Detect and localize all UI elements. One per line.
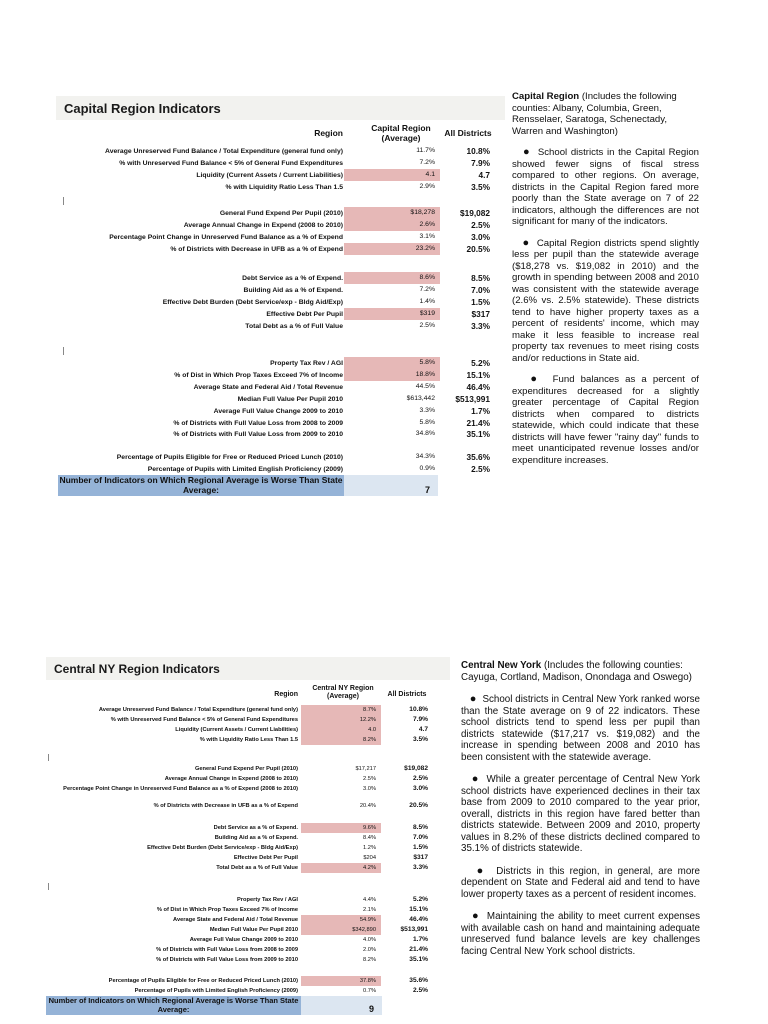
indicator-label: Percentage Point Change in Unreserved Fund Balance as a % of Expend [109,233,343,241]
indicator-label: Debt Service as a % of Expend. [242,275,343,282]
central-ny-heading-bold: Central New York [461,660,542,671]
indicator-label: % with Liquidity Ratio Less Than 1.5 [225,183,343,191]
all-districts-value: 7.9% [412,715,428,723]
all-districts-value: 1.7% [471,405,490,416]
regional-value: 23.2% [344,243,440,255]
indicator-label: Average Annual Change in Expend (2008 to 2010) [183,221,343,229]
regional-value: 2.0% [363,946,376,953]
regional-value: 5.8% [344,357,440,369]
group-marker [48,754,49,761]
regional-value: 1.2% [363,844,376,851]
all-districts-value: 5.2% [412,896,428,903]
all-districts-value: 15.1% [409,905,428,913]
regional-value: 54.9% [301,915,381,925]
regional-value: 11.7% [416,147,435,154]
indicator-label: Percentage of Pupils with Limited English Proficiency (2009) [147,465,343,473]
indicator-label: % with Liquidity Ratio Less Than 1.5 [199,736,298,743]
all-districts-value: 7.0% [412,833,428,841]
regional-value: 7.2% [419,158,435,166]
all-districts-value: 5.2% [471,358,490,368]
all-districts-value: 7.0% [471,284,490,295]
regional-value: 2.5% [419,321,435,329]
regional-value: 4.4% [363,897,376,903]
all-districts-value: 3.5% [412,735,428,743]
all-districts-value: 1.5% [412,843,428,851]
regional-value: $17,217 [355,766,376,772]
regional-value: $342,890 [301,925,381,935]
indicator-label: Liquidity (Current Assets / Current Liabilities) [196,171,343,179]
indicator-label: % with Unreserved Fund Balance < 5% of General Fund Expenditures [110,716,298,723]
regional-value: $613,442 [406,394,435,402]
central-ny-count-label: Number of Indicators on Which Regional Average is Worse Than State Average: [46,996,301,1015]
indicator-label: Percentage of Pupils with Limited English Proficiency (2009) [134,987,298,994]
indicator-label: Effective Debt Burden (Debt Service/exp - Bldg Aid/Exp) [162,298,343,306]
all-districts-value: 35.6% [409,977,428,984]
all-districts-value: 4.7 [478,169,490,180]
central-ny-region-title: Central NY Region Indicators [46,657,450,680]
indicator-label: Total Debt as a % of Full Value [216,864,298,871]
regional-value: 5.8% [419,418,435,426]
all-districts-value: 20.5% [466,243,490,254]
central-ny-narrative [461,660,700,957]
all-districts-value: 3.0% [471,231,490,242]
central-ny-bullet: ● While a greater percentage of Central New York school districts have experienced declines in their tax base from 2009 to 2010 compared to the year prior, overall, districts in this region have fared better than districts statewide. Between 2009 and 2010, property values in 8.2% of these districts declined compared to 35.1% of districts statewide. [461,773,700,854]
regional-value: 1.4% [419,297,435,305]
indicator-label: % with Unreserved Fund Balance < 5% of General Fund Expenditures [119,159,343,167]
all-districts-value: $513,991 [400,925,428,933]
regional-value: 8.7% [301,705,381,715]
group-marker [48,883,49,890]
regional-value: 4.1 [344,169,440,181]
central-ny-header-regional: Central NY Region (Average) [312,685,374,701]
indicator-label: Building Aid as a % of Expend. [243,286,343,294]
regional-value: 8.6% [344,272,440,284]
indicator-label: Average State and Federal Aid / Total Revenue [193,383,343,391]
all-districts-value: 3.3% [412,863,428,871]
regional-value: 37.8% [301,976,381,986]
central-ny-bullet: ● School districts in Central New York ranked worse than the State average on 9 of 22 indicators. These school districts tend to spend less per pupil than districts statewide ($17,217 vs. $19,082) and the increase in spending between 2008 and 2010 has been consistent with the statewide average. [461,693,700,763]
central-ny-bullet-text: School districts in Central New York ranked worse than the State average on 9 of 22 indicators. These school districts tend to spend less per pupil than districts statewide ($17,217 vs. $19,082) and the increase in spending between 2008 and 2010 has been consistent with the statewide average. [461,694,700,763]
indicator-label: Percentage of Pupils Eligible for Free or Reduced Priced Lunch (2010) [108,978,298,984]
all-districts-value: 46.4% [409,915,428,923]
central-ny-count-value: 9 [301,996,382,1015]
regional-value: 18.8% [344,369,440,381]
capital-region-narrative [512,91,699,466]
all-districts-value: 8.5% [412,824,428,831]
all-districts-value: 3.5% [471,181,490,192]
indicator-label: % of Districts with Full Value Loss from 2008 to 2009 [156,946,298,953]
all-districts-value: $513,991 [455,393,490,404]
regional-value: 20.4% [359,803,376,810]
indicator-label: Percentage Point Change in Unreserved Fund Balance as a % of Expend (2008 to 2010) [63,785,298,792]
central-ny-header-all-districts: All Districts [387,691,427,698]
all-districts-value: 20.5% [409,802,428,810]
indicator-label: Median Full Value Per Pupil 2010 [237,395,343,403]
indicator-label: % of Dist in Which Prop Taxes Exceed 7% of Income [174,371,343,379]
regional-value: 8.4% [363,834,376,841]
all-districts-value: 35.1% [409,955,428,963]
capital-region-bullet-text: School districts in the Capital Region showed fewer signs of fiscal stress compared to other regions. On average, districts in the Capital Region fared more poorly than the State average on 7 of 22 indicators, although the differences are not significant for many of the indicators. [512,147,699,227]
regional-value: 3.3% [419,406,435,414]
central-ny-heading-counties: (Includes the following counties: Cayuga, Cortland, Madison, Onondaga and Oswego) [461,660,692,683]
all-districts-value: 3.0% [412,784,428,792]
regional-value: 8.2% [363,956,376,963]
all-districts-value: 21.4% [466,417,490,428]
indicator-label: Average Annual Change in Expend (2008 to 2010) [164,775,298,782]
indicator-label: Effective Debt Per Pupil [266,310,343,318]
indicator-label: Property Tax Rev / AGI [270,360,343,367]
all-districts-value: 2.5% [471,219,490,230]
central-ny-narrative-heading [461,660,700,683]
indicator-label: Debt Service as a % of Expend. [213,825,298,831]
indicator-label: Percentage of Pupils Eligible for Free or Reduced Priced Lunch (2010) [116,454,343,461]
indicator-label: Total Debt as a % of Full Value [245,322,343,330]
all-districts-value: 10.8% [409,706,428,713]
all-districts-value: 21.4% [409,945,428,953]
indicator-label: General Fund Expend Per Pupil (2010) [219,210,343,217]
capital-region-bullet-text: Capital Region districts spend slightly less per pupil than the statewide average ($18,278 vs. $19,082 in 2010) and the growth in spending between 2008 and 2010 was consistent with the statewide average (2.6% vs. 2.5% statewide). These districts tend to have higher property taxes as a percent of residents' income, which may make it less feasible to increase real property tax revenues to meet rising costs and/or reductions in State aid. [512,237,700,364]
all-districts-value: 2.5% [412,986,428,994]
capital-region-narrative-heading [512,91,699,137]
regional-value: 3.0% [363,785,376,792]
regional-value: 0.9% [419,464,435,472]
all-districts-value: 2.5% [471,463,490,474]
regional-value: 0.7% [363,987,376,994]
regional-value: 8.2% [301,735,381,745]
indicator-label: Average Full Value Change 2009 to 2010 [189,936,298,943]
capital-region-count-value: 7 [344,475,438,496]
regional-value: 2.5% [363,775,376,782]
indicator-label: % of Districts with Decrease in UFB as a % of Expend [170,245,343,253]
all-districts-value: 2.5% [412,774,428,782]
all-districts-value: 1.5% [471,296,490,307]
all-districts-value: $19,082 [404,765,428,772]
regional-value: 12.2% [301,715,381,725]
all-districts-value: $317 [413,853,428,861]
capital-region-heading-counties: (Includes the following counties: Albany, Columbia, Green, Rensselaer, Saratoga, Schenectady, Warren and Washington) [512,91,677,137]
all-districts-value: 4.7 [418,725,428,733]
indicator-label: Liquidity (Current Assets / Current Liabilities) [175,726,298,733]
all-districts-value: $317 [471,308,490,319]
central-ny-bullet-text: Districts in this region, in general, are more dependent on State and Federal aid and tend to have lower property taxes as a percent of resident incomes. [461,865,700,900]
capital-region-bullet: ● School districts in the Capital Region showed fewer signs of fiscal stress compared to other regions. On average, districts in the Capital Region fared more poorly than the State average on 7 of 22 indicators, although the differences are not significant for many of the indicators. [512,146,699,227]
indicator-label: Average Unreserved Fund Balance / Total Expenditure (general fund only) [98,707,298,713]
central-ny-bullet: ● Maintaining the ability to meet current expenses with available cash on hand and maintaining adequate unreserved fund balance levels are key challenges facing Central New York school districts. [461,910,701,957]
regional-value: 34.3% [415,453,435,460]
regional-value: $18,278 [344,207,440,219]
capital-region-header-regional: Capital Region (Average) [371,123,431,143]
regional-value: $319 [344,308,440,320]
regional-value: $204 [363,854,376,861]
regional-value: 7.2% [419,285,435,293]
indicator-label: % of Districts with Decrease in UFB as a % of Expend [153,803,298,810]
regional-value: 2.6% [344,219,440,231]
capital-region-bullet-text: Fund balances as a percent of expenditures decreased for a slightly greater percentage of Capital Region districts when compared to districts statewide, which could indicate that these districts will have fewer "rainy day" funds to meet unanticipated revenue losses and/or expenditure increases. [512,374,699,466]
regional-value: 4.0% [363,936,376,943]
indicator-label: Building Aid as a % of Expend. [214,834,298,841]
capital-region-count-label: Number of Indicators on Which Regional Average is Worse Than State Average: [59,475,343,495]
capital-region-heading-bold: Capital Region [512,91,580,102]
all-districts-value: 35.6% [466,452,490,462]
indicator-label: General Fund Expend Per Pupil (2010) [194,766,298,772]
regional-value: 4.0 [301,725,381,735]
indicator-label: % of Districts with Full Value Loss from 2009 to 2010 [156,956,298,963]
regional-value: 2.9% [419,182,435,190]
indicator-label: Effective Debt Per Pupil [233,854,298,861]
capital-region-title: Capital Region Indicators [56,96,505,120]
indicator-label: Property Tax Rev / AGI [236,897,298,903]
all-districts-value: 7.9% [471,157,490,168]
capital-region-bullet: ● Fund balances as a percent of expenditures decreased for a slightly greater percentage of Capital Region districts when compared to districts statewide, which could indicate that these districts will have fewer "rainy day" funds to meet unanticipated revenue losses and/or expenditure increases. [512,373,699,466]
regional-value: 44.5% [415,382,435,390]
indicator-label: Median Full Value Per Pupil 2010 [209,926,298,933]
all-districts-value: 46.4% [466,381,490,392]
indicator-label: Average Full Value Change 2009 to 2010 [213,407,343,415]
all-districts-value: 8.5% [471,273,490,283]
all-districts-value: 10.8% [466,146,490,156]
indicator-label: % of Districts with Full Value Loss from 2008 to 2009 [173,419,343,427]
regional-value: 9.6% [301,823,381,833]
indicator-label: Average Unreserved Fund Balance / Total Expenditure (general fund only) [105,148,343,155]
indicator-label: Average State and Federal Aid / Total Revenue [173,916,298,923]
all-districts-value: 35.1% [466,429,490,440]
indicator-label: % of Districts with Full Value Loss from 2009 to 2010 [173,431,343,439]
regional-value: 3.1% [419,232,435,240]
all-districts-value: 1.7% [412,935,428,943]
regional-value: 2.1% [363,906,376,913]
indicator-label: % of Dist in Which Prop Taxes Exceed 7% of Income [156,906,298,913]
central-ny-bullet-text: While a greater percentage of Central New York school districts have experienced declines in their tax base from 2009 to 2010 compared to the year prior, overall, districts in this region have fared better than districts statewide. Between 2009 and 2010, property values in 8.2% of these districts declined compared to 35.1% of districts statewide. [461,774,700,854]
capital-region-bullet: ● Capital Region districts spend slightly less per pupil than the statewide average ($18,278 vs. $19,082 in 2010) and the growth in spending between 2008 and 2010 was consistent with the statewide average (2.6% vs. 2.5% statewide). These districts tend to have higher property taxes as a percent of residents' income, which may make it less feasible to increase real property tax revenues to meet rising costs and/or reductions in State aid. [512,236,700,364]
group-marker [63,347,64,355]
regional-value: 4.2% [301,863,381,873]
central-ny-bullet: ● Districts in this region, in general, are more dependent on State and Federal aid and tend to have lower property taxes as a percent of resident incomes. [461,864,700,900]
all-districts-value: 15.1% [466,369,490,380]
capital-region-header-region: Region [314,128,343,138]
central-ny-bullet-text: Maintaining the ability to meet current expenses with available cash on hand and maintaining adequate unreserved fund balance levels are key challenges facing Central New York school districts. [461,911,701,957]
indicator-label: Effective Debt Burden (Debt Service/exp - Bldg Aid/Exp) [147,844,298,851]
all-districts-value: 3.3% [471,320,490,331]
central-ny-header-region: Region [274,691,298,698]
group-marker [63,197,64,205]
capital-region-header-all-districts: All Districts [444,128,492,138]
all-districts-value: $19,082 [460,208,490,218]
regional-value: 34.8% [415,430,435,438]
